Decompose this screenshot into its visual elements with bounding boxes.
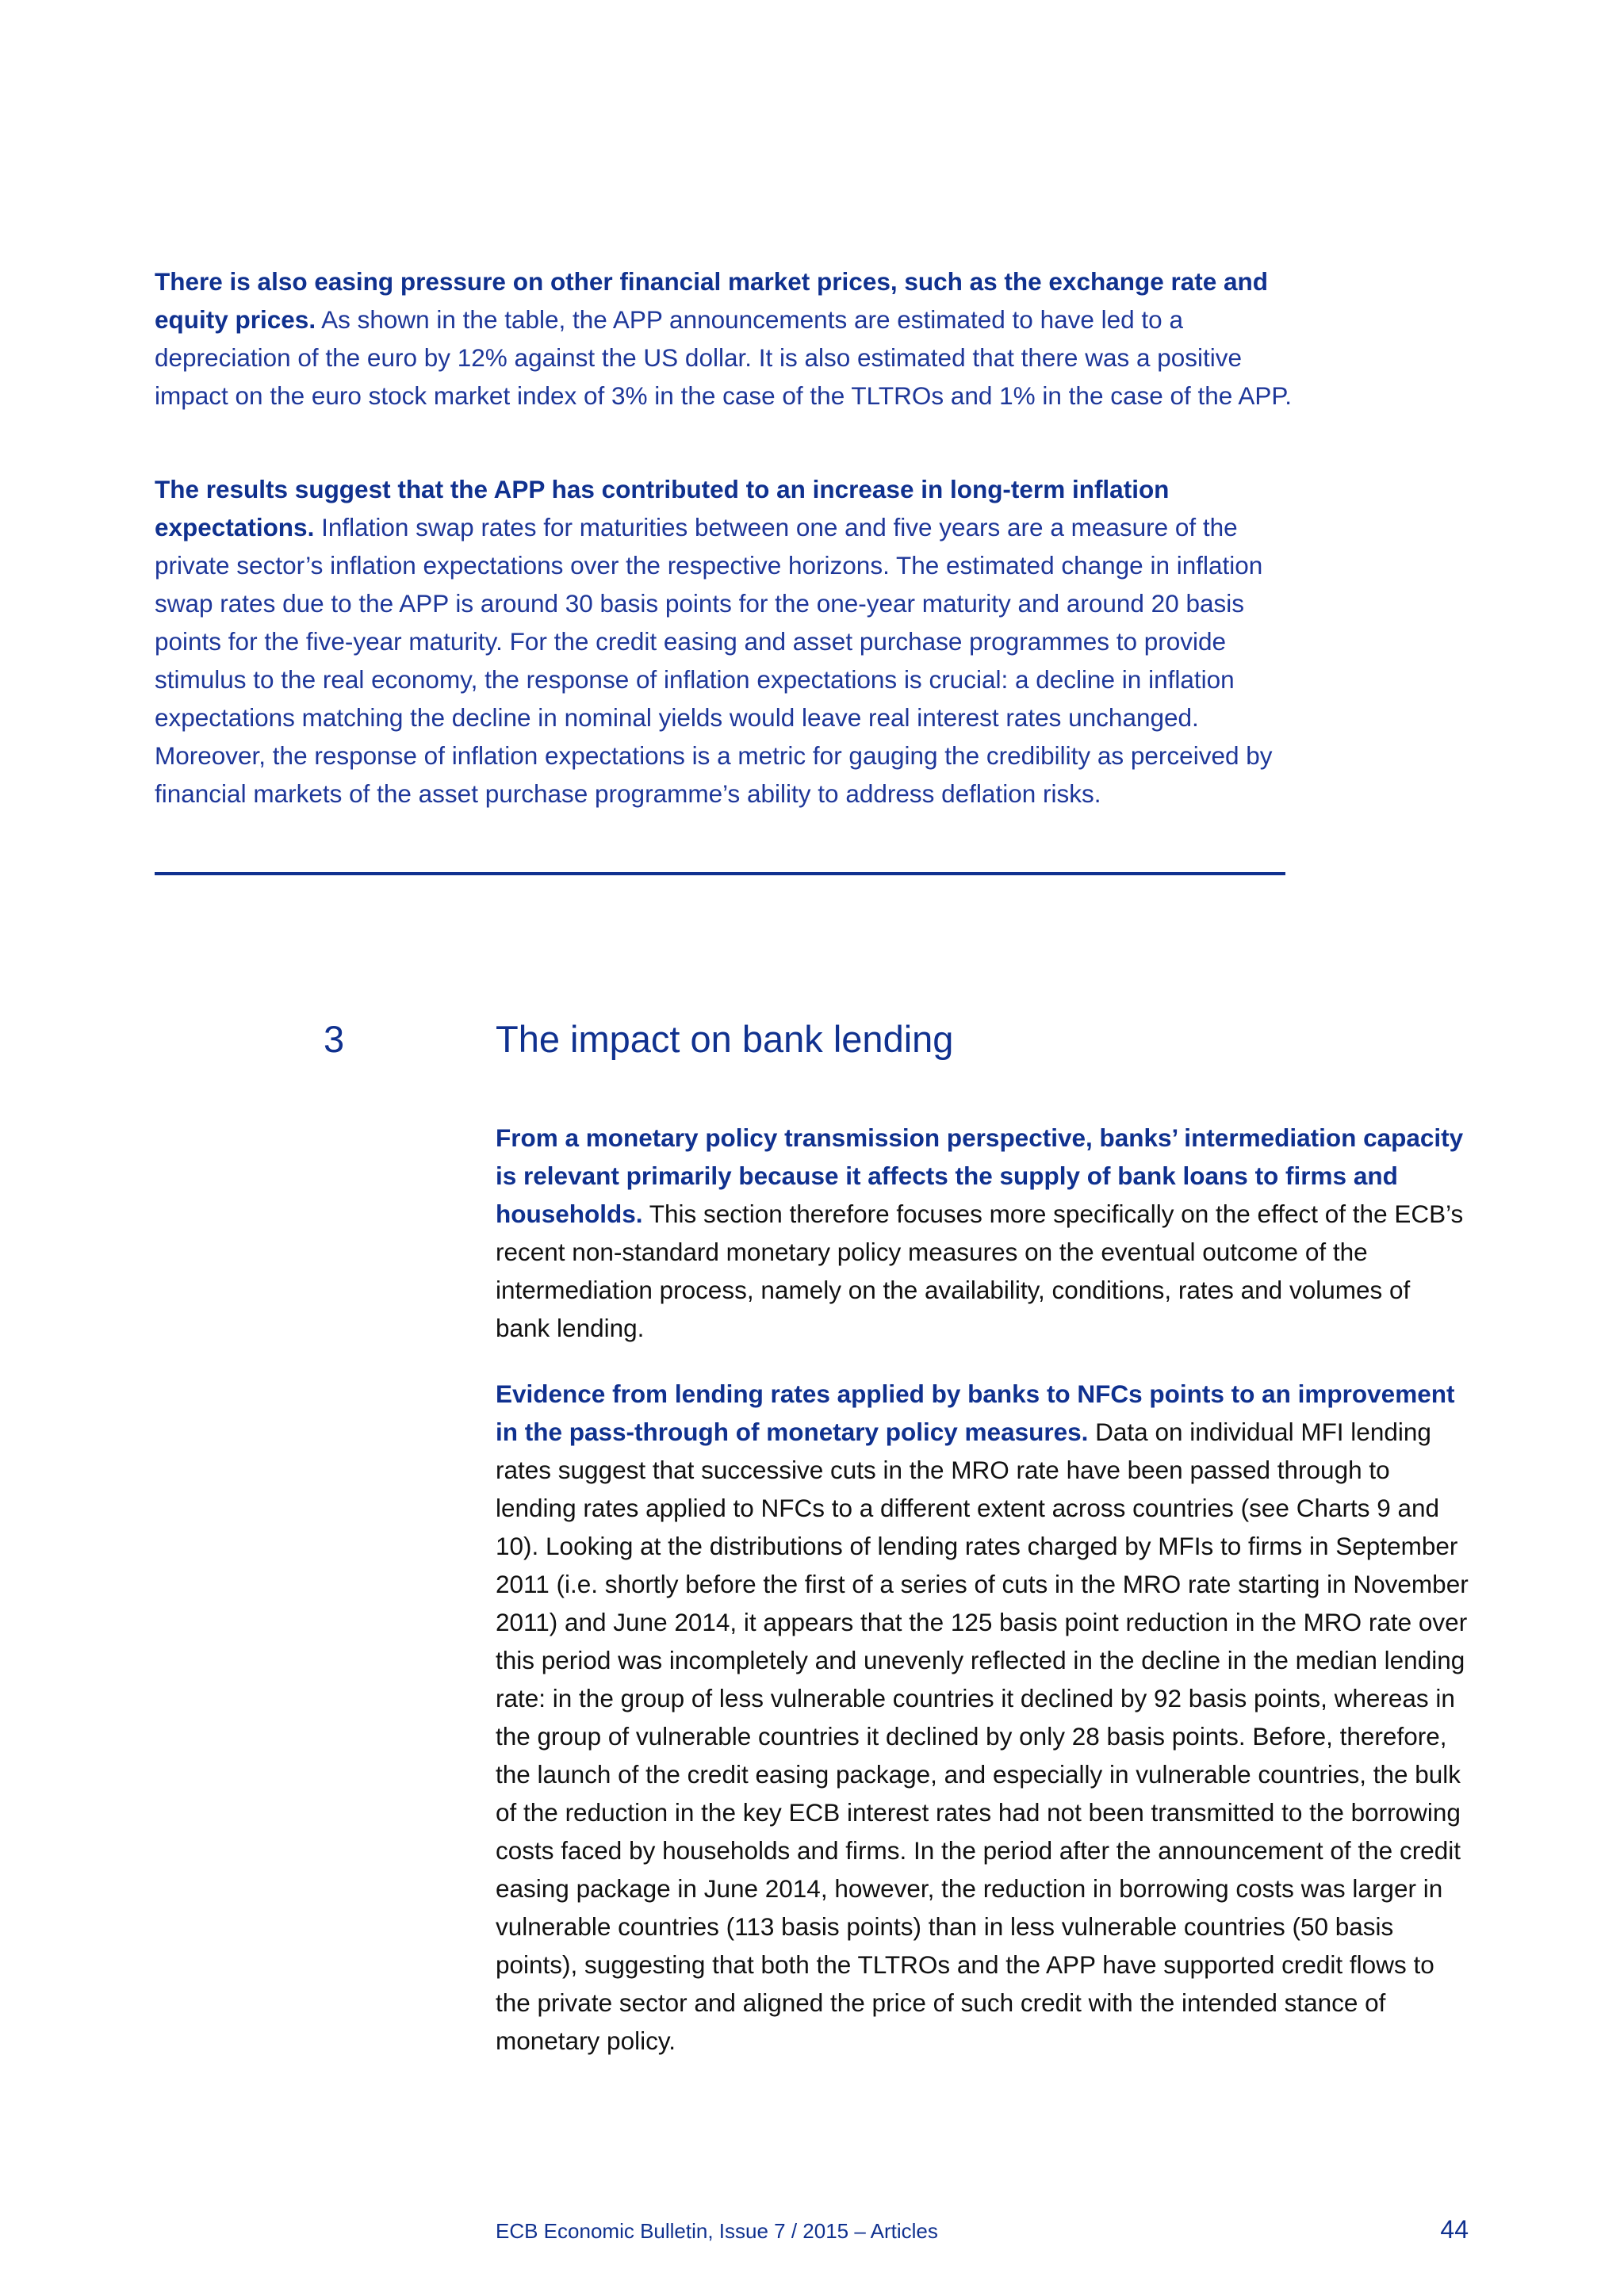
paragraph-bank-intermediation xyxy=(496,1119,1471,1347)
footer-publication-title: ECB Economic Bulletin, Issue 7 / 2015 – Articles xyxy=(496,2219,938,2243)
paragraph-body: Data on individual MFI lending rates suggest that successive cuts in the MRO rate have been passed through to lending rates applied to NFCs to a different extent across countries (see Charts 9 and 10). Looking at the distributions of lending rates charged by MFIs to firms in September 2011 (i.e. shortly before the first of a series of cuts in the MRO rate starting in November 2011) and June 2014, it appears that the 125 basis point reduction in the MRO rate over this period was incompletely and unevenly reflected in the decline in the median lending rate: in the group of less vulnerable countries it declined by 92 basis points, whereas in the group of vulnerable countries it declined by only 28 basis points. Before, therefore, the launch of the credit easing package, and especially in vulnerable countries, the bulk of the reduction in the key ECB interest rates had not been transmitted to the borrowing costs faced by households and firms. In the period after the announcement of the credit easing package in June 2014, however, the reduction in borrowing costs was larger in vulnerable countries (113 basis points) than in less vulnerable countries (50 basis points), suggesting that both the TLTROs and the APP have supported credit flows to the private sector and aligned the price of such credit with the intended stance of monetary policy. xyxy=(496,1418,1469,2055)
box-paragraph-lead: There is also easing pressure on other financial market prices, such as the exchange rate and equity prices. xyxy=(155,267,1269,334)
section-number: 3 xyxy=(324,1018,345,1060)
box-paragraph-inflation-expectations xyxy=(155,470,1304,813)
paragraph-lead: From a monetary policy transmission perspective, banks’ intermediation capacity is relevant primarily because it affects the supply of bank loans to firms and households. xyxy=(496,1123,1464,1228)
box-paragraph-body: Inflation swap rates for maturities between one and five years are a measure of the private sector’s inflation expectations over the respective horizons. The estimated change in inflation swap rates due to the APP is around 30 basis points for the one-year maturity and around 20 basis points for the five-year maturity. For the credit easing and asset purchase programmes to provide stimulus to the real economy, the response of inflation expectations is crucial: a decline in inflation expectations matching the decline in nominal yields would leave real interest rates unchanged. Moreover, the response of inflation expectations is a metric for gauging the credibility as perceived by financial markets of the asset purchase programme’s ability to address deflation risks. xyxy=(155,513,1273,808)
section-title: The impact on bank lending xyxy=(496,1018,954,1060)
box-paragraph-lead: The results suggest that the APP has contributed to an increase in long-term inflation expectations. xyxy=(155,475,1170,541)
box-paragraph-easing-pressure xyxy=(155,262,1304,415)
paragraph-lending-rates xyxy=(496,1375,1471,2060)
box-paragraph-body: As shown in the table, the APP announcements are estimated to have led to a depreciation of the euro by 12% against the US dollar. It is also estimated that there was a positive impact on the euro stock market index of 3% in the case of the TLTROs and 1% in the case of the APP. xyxy=(155,305,1293,410)
box-bottom-rule xyxy=(155,872,1285,875)
page-number: 44 xyxy=(1440,2215,1469,2244)
paragraph-body: This section therefore focuses more specifically on the effect of the ECB’s recent non-standard monetary policy measures on the eventual outcome of the intermediation process, namely on the availability, conditions, rates and volumes of bank lending. xyxy=(496,1200,1464,1342)
paragraph-lead: Evidence from lending rates applied by banks to NFCs points to an improvement in the pass-through of monetary policy measures. xyxy=(496,1380,1455,1446)
